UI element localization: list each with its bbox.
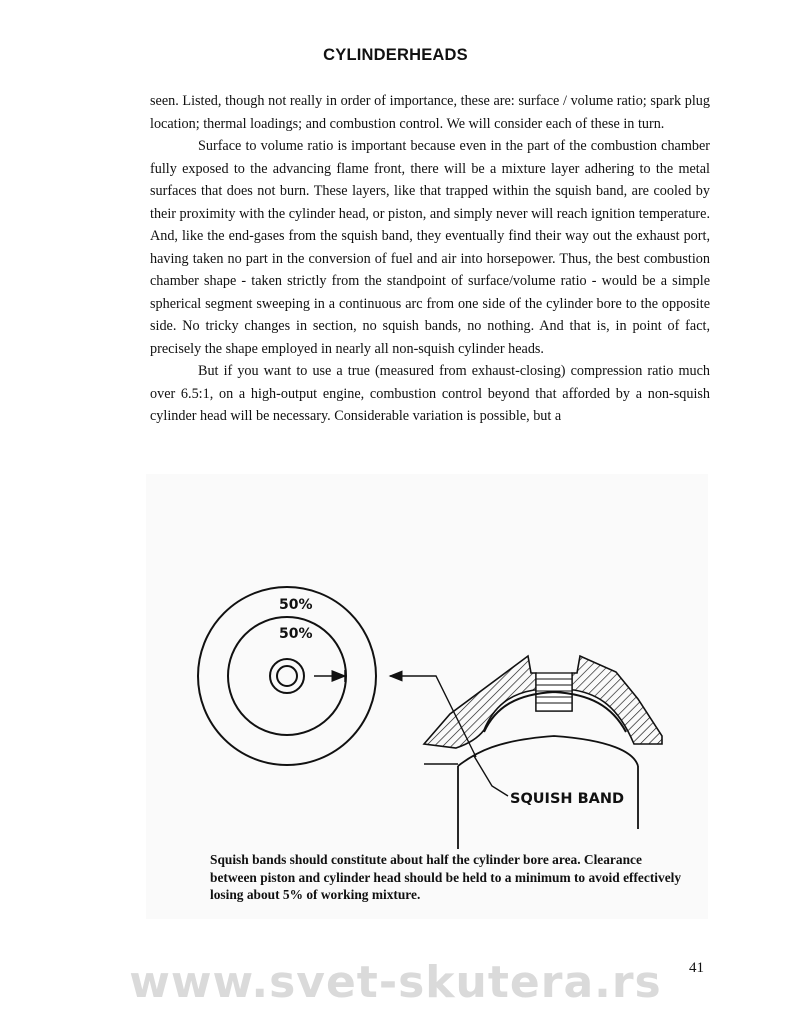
bore-top-view bbox=[198, 587, 376, 765]
paragraph-surface-volume: Surface to volume ratio is important because even in the part of the combustion chamber fully exposed to the advancing flame front, there will be a mixture layer adhering to the metal surfaces that does not burn. These layers, like that trapped within the squish band, are cooled by their proximity with the cylinder head, or piston, and simply never will reach ignition temperature. And, like the end-gases from the squish band, they eventually find their way out the exhaust port, having taken no part in the conversion of fuel and air into horsepower. Thus, the best combustion chamber shape - taken strictly from the standpoint of surface/volume ratio - would be a simple spherical segment sweeping in a continuous arc from one side of the cylinder bore to the opposite side. No tricky changes in section, no squish bands, no nothing. And that is, in point of fact, precisely the shape employed in nearly all non-squish cylinder heads. bbox=[150, 138, 710, 357]
inner-ring-label: 50% bbox=[279, 626, 313, 642]
body-text bbox=[150, 90, 710, 428]
spark-plug-outer-circle bbox=[270, 659, 304, 693]
watermark: www.svet-skutera.rs bbox=[129, 957, 662, 1008]
squish-band-leader bbox=[474, 756, 508, 796]
paragraph-continued: seen. Listed, though not really in order of importance, these are: surface / volume ratio; spark plug location; thermal loadings; and combustion control. We will consider each of these in turn. bbox=[150, 93, 710, 132]
page-number: 41 bbox=[689, 960, 704, 976]
spark-plug-inner-circle bbox=[277, 666, 297, 686]
outer-bore-circle bbox=[198, 587, 376, 765]
paragraph-compression: But if you want to use a true (measured from exhaust-closing) compression ratio much over 6.5:1, on a high-output engine, combustion control beyond that afforded by a non-squish cylinder head will be necessary. Considerable variation is possible, but a bbox=[150, 363, 710, 424]
outer-ring-label: 50% bbox=[279, 597, 313, 613]
squish-band-figure bbox=[146, 474, 708, 919]
figure-caption: Squish bands should constitute about half the cylinder bore area. Clearance between piston and cylinder head should be held to a minimum to avoid effectively losing about 5% of working mixture. bbox=[210, 852, 682, 902]
page-header: CYLINDERHEADS bbox=[323, 46, 468, 64]
piston-crown bbox=[458, 736, 638, 766]
head-cross-section bbox=[424, 656, 662, 849]
squish-band-label: SQUISH BAND bbox=[510, 791, 625, 807]
